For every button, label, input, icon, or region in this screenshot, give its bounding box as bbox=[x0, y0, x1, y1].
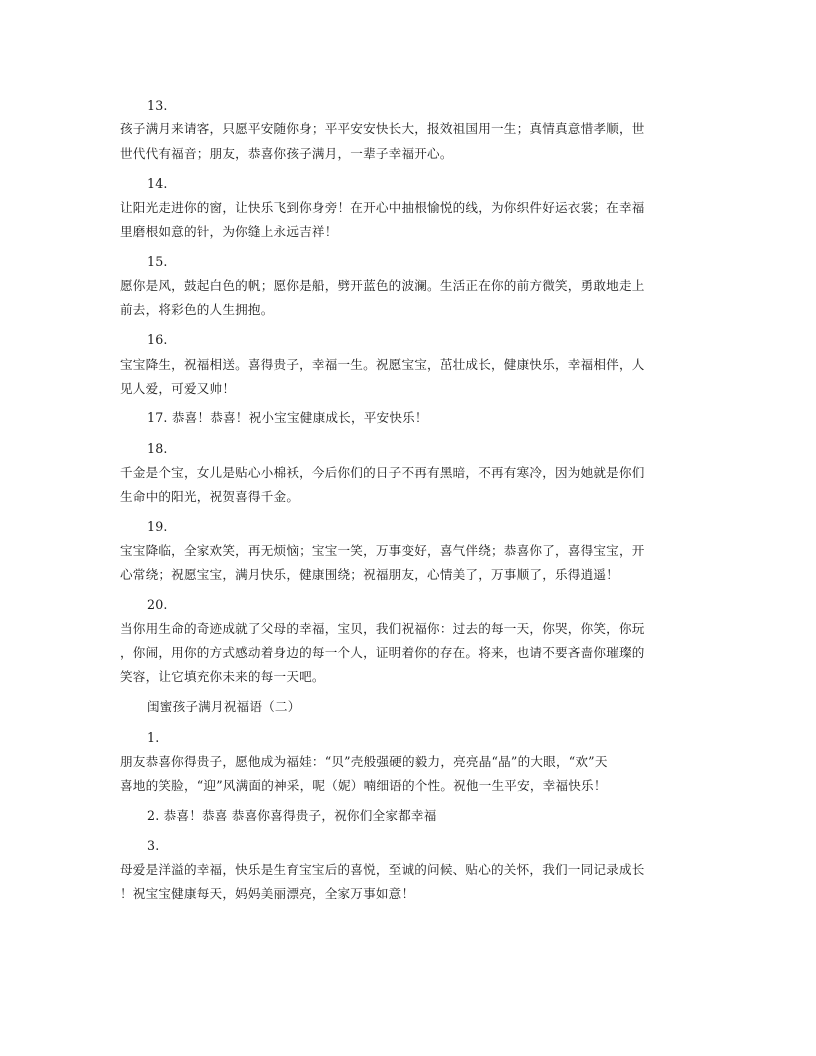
item-number: 1. bbox=[147, 730, 160, 745]
paragraph-line: 朋友恭喜你得贵子，愿他成为福娃：“贝”壳般强硬的毅力，亮亮晶“晶”的大眼，“欢”天 bbox=[120, 754, 608, 769]
paragraph-line: 喜地的笑脸，“迎”风满面的神采，呢（妮）喃细语的个性。祝他一生平安，幸福快乐！ bbox=[120, 778, 607, 793]
paragraph-line: 宝宝降临，全家欢笑，再无烦恼；宝宝一笑，万事变好，喜气伴绕；恭喜你了，喜得宝宝，开 bbox=[120, 543, 645, 558]
paragraph-line: 世代代有福音；朋友，恭喜你孩子满月，一辈子幸福开心。 bbox=[120, 146, 453, 161]
paragraph-line: 生命中的阳光，祝贺喜得千金。 bbox=[120, 489, 300, 504]
item-number: 13. bbox=[147, 98, 168, 113]
item-line: 17. 恭喜！恭喜！祝小宝宝健康成长，平安快乐！ bbox=[147, 410, 428, 425]
item-number: 19. bbox=[147, 519, 168, 534]
paragraph-line: 让阳光走进你的窗，让快乐飞到你身旁！在开心中抽根愉悦的线，为你织件好运衣裳；在幸福 bbox=[120, 200, 645, 215]
paragraph-line: 宝宝降生，祝福相送。喜得贵子，幸福一生。祝愿宝宝，茁壮成长，健康快乐，幸福相伴，人 bbox=[120, 357, 645, 372]
paragraph-line: 母爱是洋溢的幸福，快乐是生育宝宝后的喜悦，至诚的问候、贴心的关怀，我们一同记录成长 bbox=[120, 862, 645, 877]
paragraph-line: 愿你是风，鼓起白色的帆；愿你是船，劈开蓝色的波澜。生活正在你的前方微笑，勇敢地走上 bbox=[120, 278, 645, 293]
paragraph-line: 见人爱，可爱又帅！ bbox=[120, 381, 236, 396]
paragraph-line: ，你闹，用你的方式感动着身边的每一个人，证明着你的存在。将来，也请不要吝啬你璀璨的 bbox=[120, 645, 645, 660]
paragraph-line: 孩子满月来请客，只愿平安随你身；平平安安快长大，报效祖国用一生；真情真意惜孝顺，世 bbox=[120, 121, 645, 136]
item-number: 16. bbox=[147, 332, 168, 347]
section-heading: 闺蜜孩子满月祝福语（二） bbox=[147, 699, 301, 714]
paragraph-line: ！祝宝宝健康每天，妈妈美丽漂亮，全家万事如意！ bbox=[120, 886, 415, 901]
item-number: 3. bbox=[147, 838, 160, 853]
item-number: 14. bbox=[147, 176, 168, 191]
paragraph-line: 当你用生命的奇迹成就了父母的幸福，宝贝，我们祝福你：过去的每一天，你哭，你笑，你玩 bbox=[120, 621, 645, 636]
paragraph-line: 心常绕；祝愿宝宝，满月快乐，健康围绕；祝福朋友，心情美了，万事顺了，乐得逍遥！ bbox=[120, 567, 619, 582]
paragraph-line: 笑容，让它填充你未来的每一天吧。 bbox=[120, 669, 325, 684]
item-line: 2. 恭喜！恭喜 恭喜你喜得贵子，祝你们全家都幸福 bbox=[147, 808, 437, 823]
item-number: 18. bbox=[147, 441, 168, 456]
item-number: 20. bbox=[147, 597, 168, 612]
paragraph-line: 前去，将彩色的人生拥抱。 bbox=[120, 302, 274, 317]
paragraph-line: 里磨根如意的针，为你缝上永远吉祥！ bbox=[120, 224, 338, 239]
item-number: 15. bbox=[147, 254, 168, 269]
paragraph-line: 千金是个宝，女儿是贴心小棉袄，今后你们的日子不再有黑暗，不再有寒冷，因为她就是你们 bbox=[120, 465, 645, 480]
